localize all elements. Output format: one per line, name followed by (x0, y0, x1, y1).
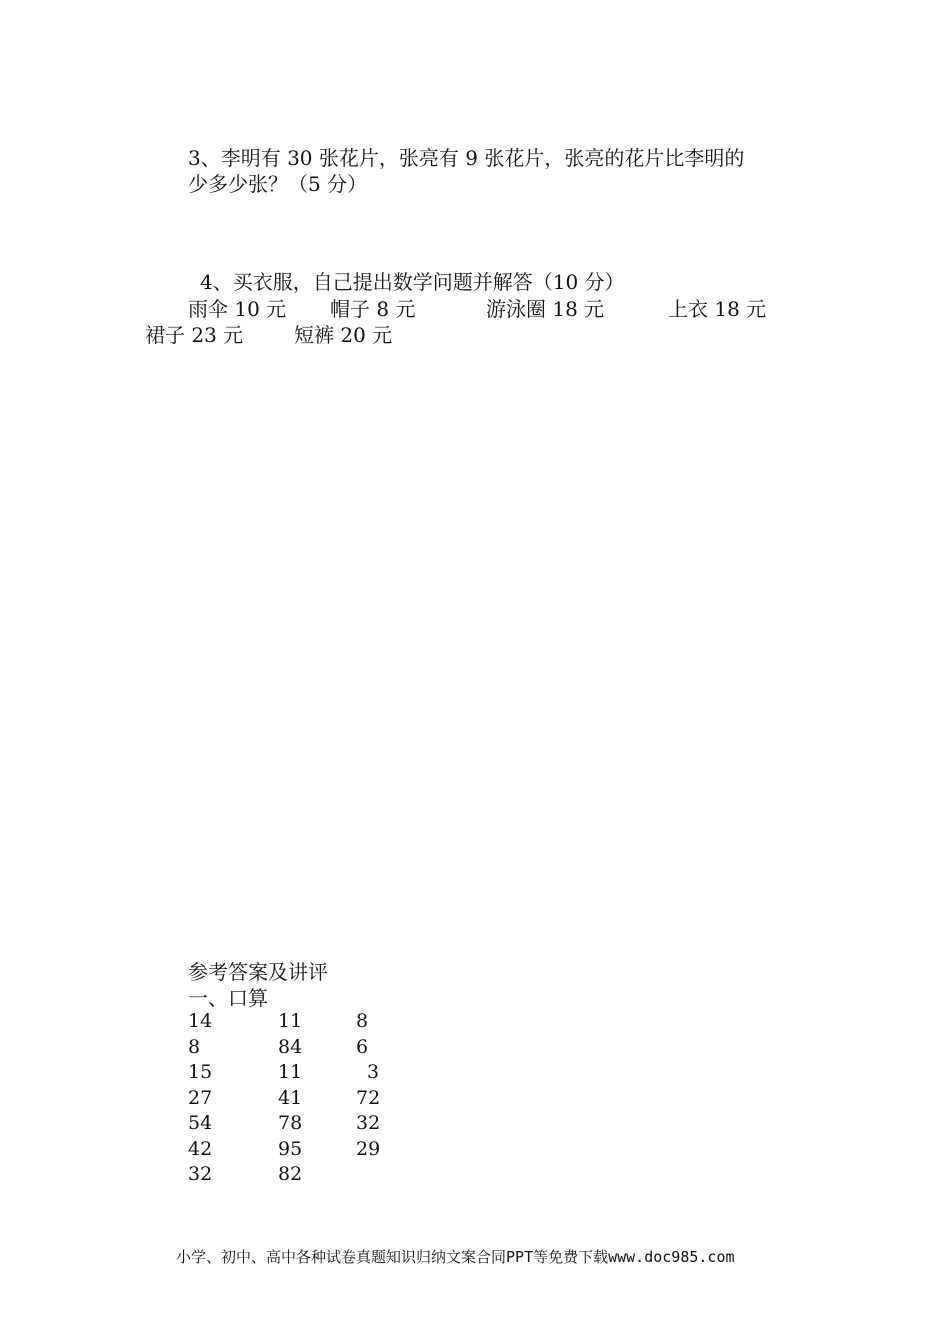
q3-line-1: 3、李明有 30 张花片，张亮有 9 张花片，张亮的花片比李明的 (188, 146, 745, 170)
price-item: 游泳圈 18 元 (486, 297, 605, 321)
answer-cell: 11 (278, 1010, 303, 1032)
answer-cell: 15 (188, 1061, 213, 1083)
answer-cell: 29 (356, 1137, 381, 1160)
price-item: 雨伞 10 元 (188, 297, 287, 321)
answer-cell: 14 (188, 1010, 213, 1032)
answer-cell: 72 (356, 1086, 381, 1109)
answer-heading: 参考答案及讲评 (188, 960, 328, 984)
answer-cell: 8 (188, 1035, 201, 1058)
answer-cell: 84 (278, 1035, 303, 1058)
answer-cell: 42 (188, 1137, 213, 1160)
answer-cell: 95 (278, 1137, 303, 1160)
price-item: 上衣 18 元 (668, 297, 767, 321)
section-title: 一、口算 (188, 986, 268, 1010)
answer-cell: 32 (356, 1112, 381, 1134)
answer-cell: 6 (356, 1035, 369, 1058)
answer-cell: 27 (188, 1086, 213, 1109)
q4-title: 4、买衣服，自己提出数学问题并解答（10 分） (200, 270, 625, 294)
answer-cell: 8 (356, 1010, 369, 1032)
price-item: 短裤 20 元 (294, 323, 393, 347)
q3-line-2: 少多少张？（5 分） (188, 172, 368, 196)
answer-cell: 78 (278, 1112, 303, 1134)
answer-cell: 41 (278, 1086, 303, 1109)
price-item: 帽子 8 元 (330, 297, 416, 321)
price-item: 裙子 23 元 (145, 323, 244, 347)
answer-cell: 3 (367, 1061, 380, 1083)
answer-cell: 54 (188, 1112, 213, 1134)
footer-text: 小学、初中、高中各种试卷真题知识归纳文案合同PPT等免费下载www.doc985.com (176, 1248, 735, 1266)
answer-cell: 82 (278, 1163, 303, 1185)
answer-cell: 11 (278, 1061, 303, 1083)
answer-cell: 32 (188, 1163, 213, 1185)
